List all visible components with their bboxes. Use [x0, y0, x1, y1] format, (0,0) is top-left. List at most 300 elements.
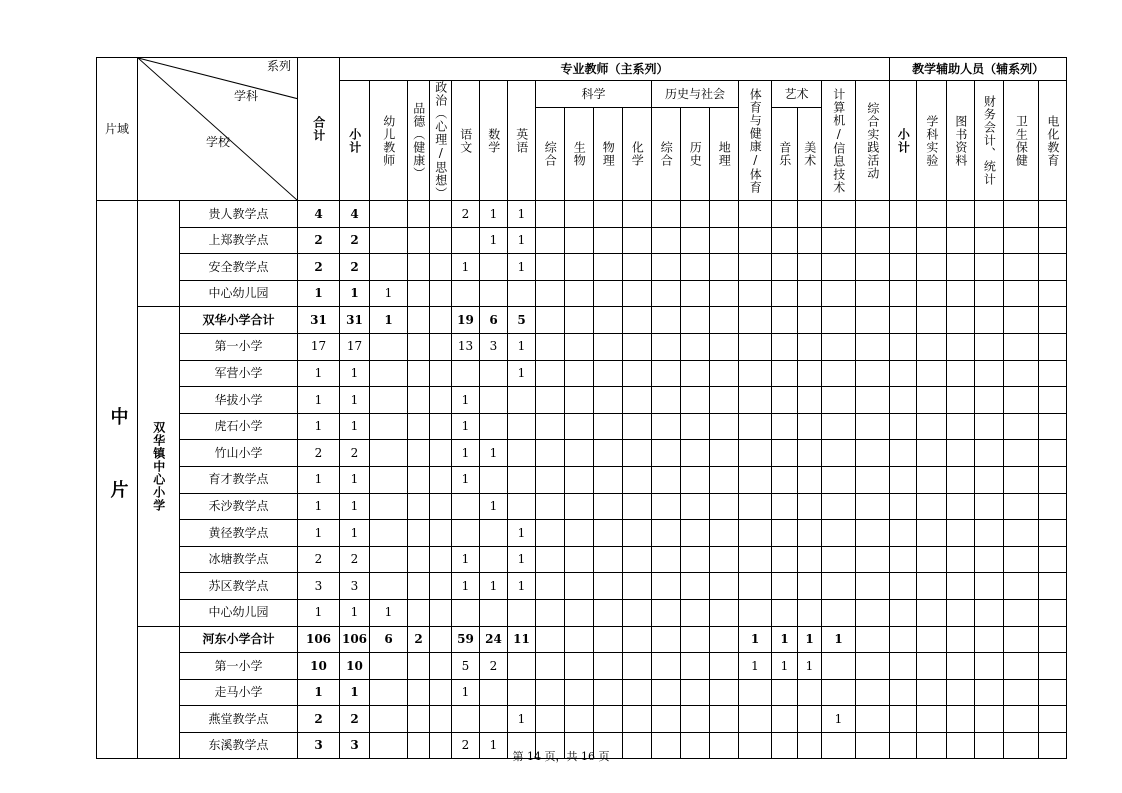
- cell-empty: [890, 573, 917, 600]
- cell-eng: [508, 679, 536, 706]
- politics-header: 政治（心理/思想）: [430, 81, 452, 201]
- cell-empty: [1004, 280, 1039, 307]
- cell-empty: [947, 466, 975, 493]
- cell-pe: [739, 546, 772, 573]
- cell-eng: [508, 466, 536, 493]
- cell-empty: [565, 520, 594, 547]
- it-header: 计算机/信息技术: [822, 81, 856, 201]
- cell-empty: [623, 254, 652, 281]
- cell-music: [772, 201, 798, 228]
- cell-empty: [856, 493, 890, 520]
- cell-empty: [681, 653, 710, 680]
- cell-empty: [917, 227, 947, 254]
- cell-empty: [652, 360, 681, 387]
- cell-empty: [917, 573, 947, 600]
- cell-math: 6: [480, 307, 508, 334]
- cell-empty: [1039, 466, 1067, 493]
- cell-sub: 1: [340, 599, 370, 626]
- cell-eng: 1: [508, 360, 536, 387]
- cell-pe: [739, 573, 772, 600]
- table-row: [97, 280, 1096, 307]
- cell-empty: [1004, 387, 1039, 414]
- cell-math: [480, 413, 508, 440]
- cell-empty: [536, 201, 565, 228]
- cell-pre: [370, 546, 408, 573]
- cell-chi: [452, 520, 480, 547]
- cell-music: 1: [772, 626, 798, 653]
- cell-empty: [652, 599, 681, 626]
- cell-pre: [370, 706, 408, 733]
- cell-chi: 5: [452, 653, 480, 680]
- cell-moral: [408, 679, 430, 706]
- cell-empty: [947, 201, 975, 228]
- cell-empty: [536, 653, 565, 680]
- cell-math: 1: [480, 493, 508, 520]
- cell-it: [822, 466, 856, 493]
- school-name: 第一小学: [180, 333, 298, 360]
- cell-sub: 3: [340, 573, 370, 600]
- cell-music: 1: [772, 653, 798, 680]
- cell-empty: [1004, 679, 1039, 706]
- cell-empty: [623, 626, 652, 653]
- cell-empty: [710, 520, 739, 547]
- cell-empty: [594, 466, 623, 493]
- cell-empty: [917, 280, 947, 307]
- cell-empty: [652, 307, 681, 334]
- region-name: 中片: [107, 406, 129, 553]
- cell-empty: [536, 493, 565, 520]
- cell-music: [772, 333, 798, 360]
- cell-music: [772, 466, 798, 493]
- cell-empty: [652, 706, 681, 733]
- cell-empty: [594, 201, 623, 228]
- cell-empty: [623, 493, 652, 520]
- cell-empty: [594, 307, 623, 334]
- cell-sub: 2: [340, 706, 370, 733]
- table-row: [97, 307, 1096, 334]
- page-footer: 第 14 页，共 16 页: [512, 750, 610, 763]
- cell-it: [822, 653, 856, 680]
- cell-empty: [975, 466, 1004, 493]
- cell-empty: [594, 280, 623, 307]
- cell-pe: [739, 201, 772, 228]
- cell-empty: [947, 573, 975, 600]
- school-name: 育才教学点: [180, 466, 298, 493]
- cell-empty: [917, 599, 947, 626]
- school-name: 燕堂教学点: [180, 706, 298, 733]
- cell-empty: [1004, 706, 1039, 733]
- cell-empty: [856, 546, 890, 573]
- cell-empty: [623, 466, 652, 493]
- cell-empty: [594, 653, 623, 680]
- cell-empty: [1039, 227, 1067, 254]
- cell-pe: [739, 679, 772, 706]
- cell-sub: 17: [340, 333, 370, 360]
- cell-moral: [408, 360, 430, 387]
- cell-empty: [890, 626, 917, 653]
- cell-empty: [536, 626, 565, 653]
- cell-empty: [652, 653, 681, 680]
- cell-empty: [975, 599, 1004, 626]
- table-row: [97, 440, 1096, 467]
- table-row: [97, 227, 1096, 254]
- cell-pol: [430, 360, 452, 387]
- cell-total: 2: [298, 706, 340, 733]
- cell-empty: [710, 679, 739, 706]
- cell-empty: [536, 706, 565, 733]
- cell-empty: [975, 413, 1004, 440]
- cell-moral: [408, 201, 430, 228]
- cell-empty: [710, 227, 739, 254]
- cell-empty: [1004, 653, 1039, 680]
- cell-sub: 1: [340, 280, 370, 307]
- cell-empty: [594, 387, 623, 414]
- cell-empty: [1004, 360, 1039, 387]
- cell-empty: [917, 679, 947, 706]
- cell-empty: [710, 333, 739, 360]
- cell-empty: [1039, 520, 1067, 547]
- cell-empty: [975, 573, 1004, 600]
- cell-pre: [370, 520, 408, 547]
- cell-empty: [917, 333, 947, 360]
- cell-pol: [430, 653, 452, 680]
- school-name: 冰塘教学点: [180, 546, 298, 573]
- cell-empty: [536, 360, 565, 387]
- cell-total: 3: [298, 573, 340, 600]
- cell-empty: [623, 599, 652, 626]
- cell-eng: 1: [508, 333, 536, 360]
- cell-empty: [710, 201, 739, 228]
- cell-chi: 1: [452, 413, 480, 440]
- cell-empty: [890, 280, 917, 307]
- cell-eng: 1: [508, 706, 536, 733]
- cell-empty: [565, 201, 594, 228]
- cell-art: [798, 599, 822, 626]
- cell-empty: [623, 679, 652, 706]
- cell-empty: [917, 440, 947, 467]
- cell-empty: [565, 440, 594, 467]
- cell-empty: [565, 706, 594, 733]
- cell-pre: [370, 466, 408, 493]
- cell-empty: [975, 626, 1004, 653]
- cell-empty: [681, 599, 710, 626]
- cell-empty: [536, 227, 565, 254]
- cell-moral: 2: [408, 626, 430, 653]
- cell-empty: [890, 227, 917, 254]
- art-group-header: 艺术: [772, 81, 822, 108]
- cell-empty: [710, 653, 739, 680]
- cell-empty: [975, 387, 1004, 414]
- cell-eng: [508, 280, 536, 307]
- table-row: [97, 626, 1096, 653]
- table-row: [97, 573, 1096, 600]
- preschool-header: 幼儿教师: [370, 81, 408, 201]
- cell-pre: [370, 201, 408, 228]
- cell-empty: [947, 679, 975, 706]
- cell-pre: [370, 679, 408, 706]
- group-cell-shuanghua: [138, 307, 180, 626]
- cell-empty: [917, 546, 947, 573]
- cell-eng: 1: [508, 546, 536, 573]
- aux-subtotal-header: 小计: [890, 81, 917, 201]
- school-name: 黄径教学点: [180, 520, 298, 547]
- cell-eng: [508, 440, 536, 467]
- cell-pol: [430, 254, 452, 281]
- cell-pe: [739, 466, 772, 493]
- school-name: 禾沙教学点: [180, 493, 298, 520]
- cell-empty: [856, 653, 890, 680]
- cell-eng: 11: [508, 626, 536, 653]
- cell-pol: [430, 307, 452, 334]
- cell-empty: [710, 307, 739, 334]
- cell-empty: [947, 307, 975, 334]
- cell-empty: [856, 254, 890, 281]
- cell-empty: [975, 493, 1004, 520]
- cell-empty: [947, 706, 975, 733]
- cell-it: 1: [822, 626, 856, 653]
- cell-empty: [890, 679, 917, 706]
- diag-school-label: 学校: [206, 135, 231, 149]
- school-name: 贵人教学点: [180, 201, 298, 228]
- english-header: 英语: [508, 81, 536, 201]
- cell-empty: [975, 307, 1004, 334]
- cell-empty: [710, 546, 739, 573]
- cell-pol: [430, 573, 452, 600]
- cell-pol: [430, 706, 452, 733]
- cell-chi: 2: [452, 732, 480, 759]
- school-name: 双华小学合计: [180, 307, 298, 334]
- cell-it: [822, 254, 856, 281]
- cell-empty: [594, 573, 623, 600]
- cell-moral: [408, 546, 430, 573]
- cell-empty: [594, 254, 623, 281]
- cell-empty: [652, 520, 681, 547]
- cell-empty: [1039, 573, 1067, 600]
- cell-eng: 1: [508, 201, 536, 228]
- cell-empty: [1004, 254, 1039, 281]
- cell-pre: [370, 440, 408, 467]
- cell-empty: [565, 333, 594, 360]
- cell-eng: [508, 413, 536, 440]
- cell-total: 1: [298, 413, 340, 440]
- cell-total: 1: [298, 599, 340, 626]
- cell-empty: [1039, 626, 1067, 653]
- cell-empty: [681, 307, 710, 334]
- cell-pol: [430, 387, 452, 414]
- table-row: [97, 413, 1096, 440]
- cell-it: [822, 493, 856, 520]
- cell-empty: [975, 201, 1004, 228]
- cell-empty: [681, 280, 710, 307]
- cell-art: [798, 360, 822, 387]
- cell-pol: [430, 440, 452, 467]
- cell-moral: [408, 413, 430, 440]
- math-header: 数学: [480, 81, 508, 201]
- cell-moral: [408, 706, 430, 733]
- cell-empty: [917, 493, 947, 520]
- cell-pol: [430, 466, 452, 493]
- cell-pre: 1: [370, 280, 408, 307]
- cell-chi: [452, 599, 480, 626]
- cell-chi: 1: [452, 546, 480, 573]
- cell-empty: [536, 679, 565, 706]
- cell-empty: [710, 573, 739, 600]
- cell-pe: [739, 493, 772, 520]
- cell-empty: [890, 706, 917, 733]
- cell-pre: [370, 227, 408, 254]
- cell-music: [772, 706, 798, 733]
- cell-empty: [856, 573, 890, 600]
- cell-it: [822, 599, 856, 626]
- library-header: 图书资料: [947, 81, 975, 201]
- cell-art: [798, 227, 822, 254]
- biology-header: 生物: [565, 107, 594, 200]
- cell-empty: [917, 360, 947, 387]
- cell-empty: [652, 679, 681, 706]
- cell-it: [822, 573, 856, 600]
- cell-empty: [975, 440, 1004, 467]
- cell-empty: [975, 280, 1004, 307]
- cell-pol: [430, 280, 452, 307]
- cell-empty: [623, 280, 652, 307]
- cell-math: [480, 706, 508, 733]
- cell-art: [798, 254, 822, 281]
- cell-empty: [856, 307, 890, 334]
- school-name: 中心幼儿园: [180, 599, 298, 626]
- table-row: [97, 201, 1096, 228]
- cell-empty: [536, 520, 565, 547]
- cell-empty: [681, 227, 710, 254]
- cell-empty: [681, 493, 710, 520]
- cell-empty: [890, 413, 917, 440]
- lab-header: 学科实验: [917, 81, 947, 201]
- cell-math: [480, 520, 508, 547]
- cell-moral: [408, 520, 430, 547]
- cell-pre: 6: [370, 626, 408, 653]
- cell-art: [798, 573, 822, 600]
- cell-math: 1: [480, 440, 508, 467]
- cell-empty: [623, 413, 652, 440]
- cell-pre: 1: [370, 307, 408, 334]
- cell-pe: [739, 413, 772, 440]
- cell-total: 1: [298, 679, 340, 706]
- cell-empty: [536, 546, 565, 573]
- cell-empty: [1004, 413, 1039, 440]
- cell-it: [822, 387, 856, 414]
- cell-pre: 1: [370, 599, 408, 626]
- cell-chi: [452, 360, 480, 387]
- cell-empty: [710, 626, 739, 653]
- cell-sub: 1: [340, 493, 370, 520]
- cell-music: [772, 599, 798, 626]
- cell-empty: [947, 413, 975, 440]
- cell-empty: [536, 280, 565, 307]
- cell-math: [480, 254, 508, 281]
- cell-empty: [710, 387, 739, 414]
- cell-empty: [947, 280, 975, 307]
- cell-empty: [710, 599, 739, 626]
- cell-pe: [739, 387, 772, 414]
- cell-empty: [856, 626, 890, 653]
- cell-eng: 1: [508, 573, 536, 600]
- cell-art: [798, 440, 822, 467]
- cell-moral: [408, 493, 430, 520]
- cell-pol: [430, 333, 452, 360]
- cell-total: 1: [298, 466, 340, 493]
- cell-empty: [890, 493, 917, 520]
- cell-empty: [947, 333, 975, 360]
- total-header: 合计: [298, 58, 340, 201]
- cell-it: [822, 333, 856, 360]
- group-name: 双华镇中心小学: [151, 420, 166, 512]
- cell-empty: [1039, 201, 1067, 228]
- cell-moral: [408, 573, 430, 600]
- cell-empty: [710, 254, 739, 281]
- cell-pol: [430, 520, 452, 547]
- cell-empty: [890, 387, 917, 414]
- cell-empty: [623, 653, 652, 680]
- chemistry-header: 化学: [623, 107, 652, 200]
- cell-empty: [565, 466, 594, 493]
- table-row: [97, 466, 1096, 493]
- cell-empty: [917, 653, 947, 680]
- school-name: 安全教学点: [180, 254, 298, 281]
- cell-pol: [430, 201, 452, 228]
- cell-empty: [652, 546, 681, 573]
- cell-total: 2: [298, 254, 340, 281]
- cell-moral: [408, 466, 430, 493]
- cell-chi: 1: [452, 679, 480, 706]
- cell-moral: [408, 653, 430, 680]
- cell-math: [480, 546, 508, 573]
- cell-art: [798, 280, 822, 307]
- cell-empty: [565, 254, 594, 281]
- geography-header: 地理: [710, 107, 739, 200]
- cell-it: [822, 413, 856, 440]
- cell-art: 1: [798, 653, 822, 680]
- table-row: [97, 333, 1096, 360]
- cell-pe: [739, 599, 772, 626]
- school-name: 河东小学合计: [180, 626, 298, 653]
- cell-art: [798, 493, 822, 520]
- cell-chi: 13: [452, 333, 480, 360]
- cell-empty: [565, 227, 594, 254]
- cell-empty: [856, 227, 890, 254]
- cell-empty: [536, 440, 565, 467]
- cell-empty: [1004, 307, 1039, 334]
- cell-empty: [1039, 280, 1067, 307]
- cell-empty: [536, 254, 565, 281]
- cell-empty: [1039, 333, 1067, 360]
- cell-empty: [623, 333, 652, 360]
- cell-pe: [739, 280, 772, 307]
- cell-empty: [652, 493, 681, 520]
- main-subtotal-header: 小计: [340, 81, 370, 201]
- cell-empty: [1004, 520, 1039, 547]
- main-series-header: 专业教师（主系列）: [340, 58, 890, 81]
- cell-empty: [565, 653, 594, 680]
- cell-empty: [856, 280, 890, 307]
- cell-empty: [1039, 307, 1067, 334]
- cell-math: 1: [480, 573, 508, 600]
- cell-sub: 4: [340, 201, 370, 228]
- cell-music: [772, 227, 798, 254]
- cell-empty: [917, 520, 947, 547]
- cell-empty: [856, 466, 890, 493]
- cell-pre: [370, 387, 408, 414]
- cell-chi: 1: [452, 387, 480, 414]
- school-name: 走马小学: [180, 679, 298, 706]
